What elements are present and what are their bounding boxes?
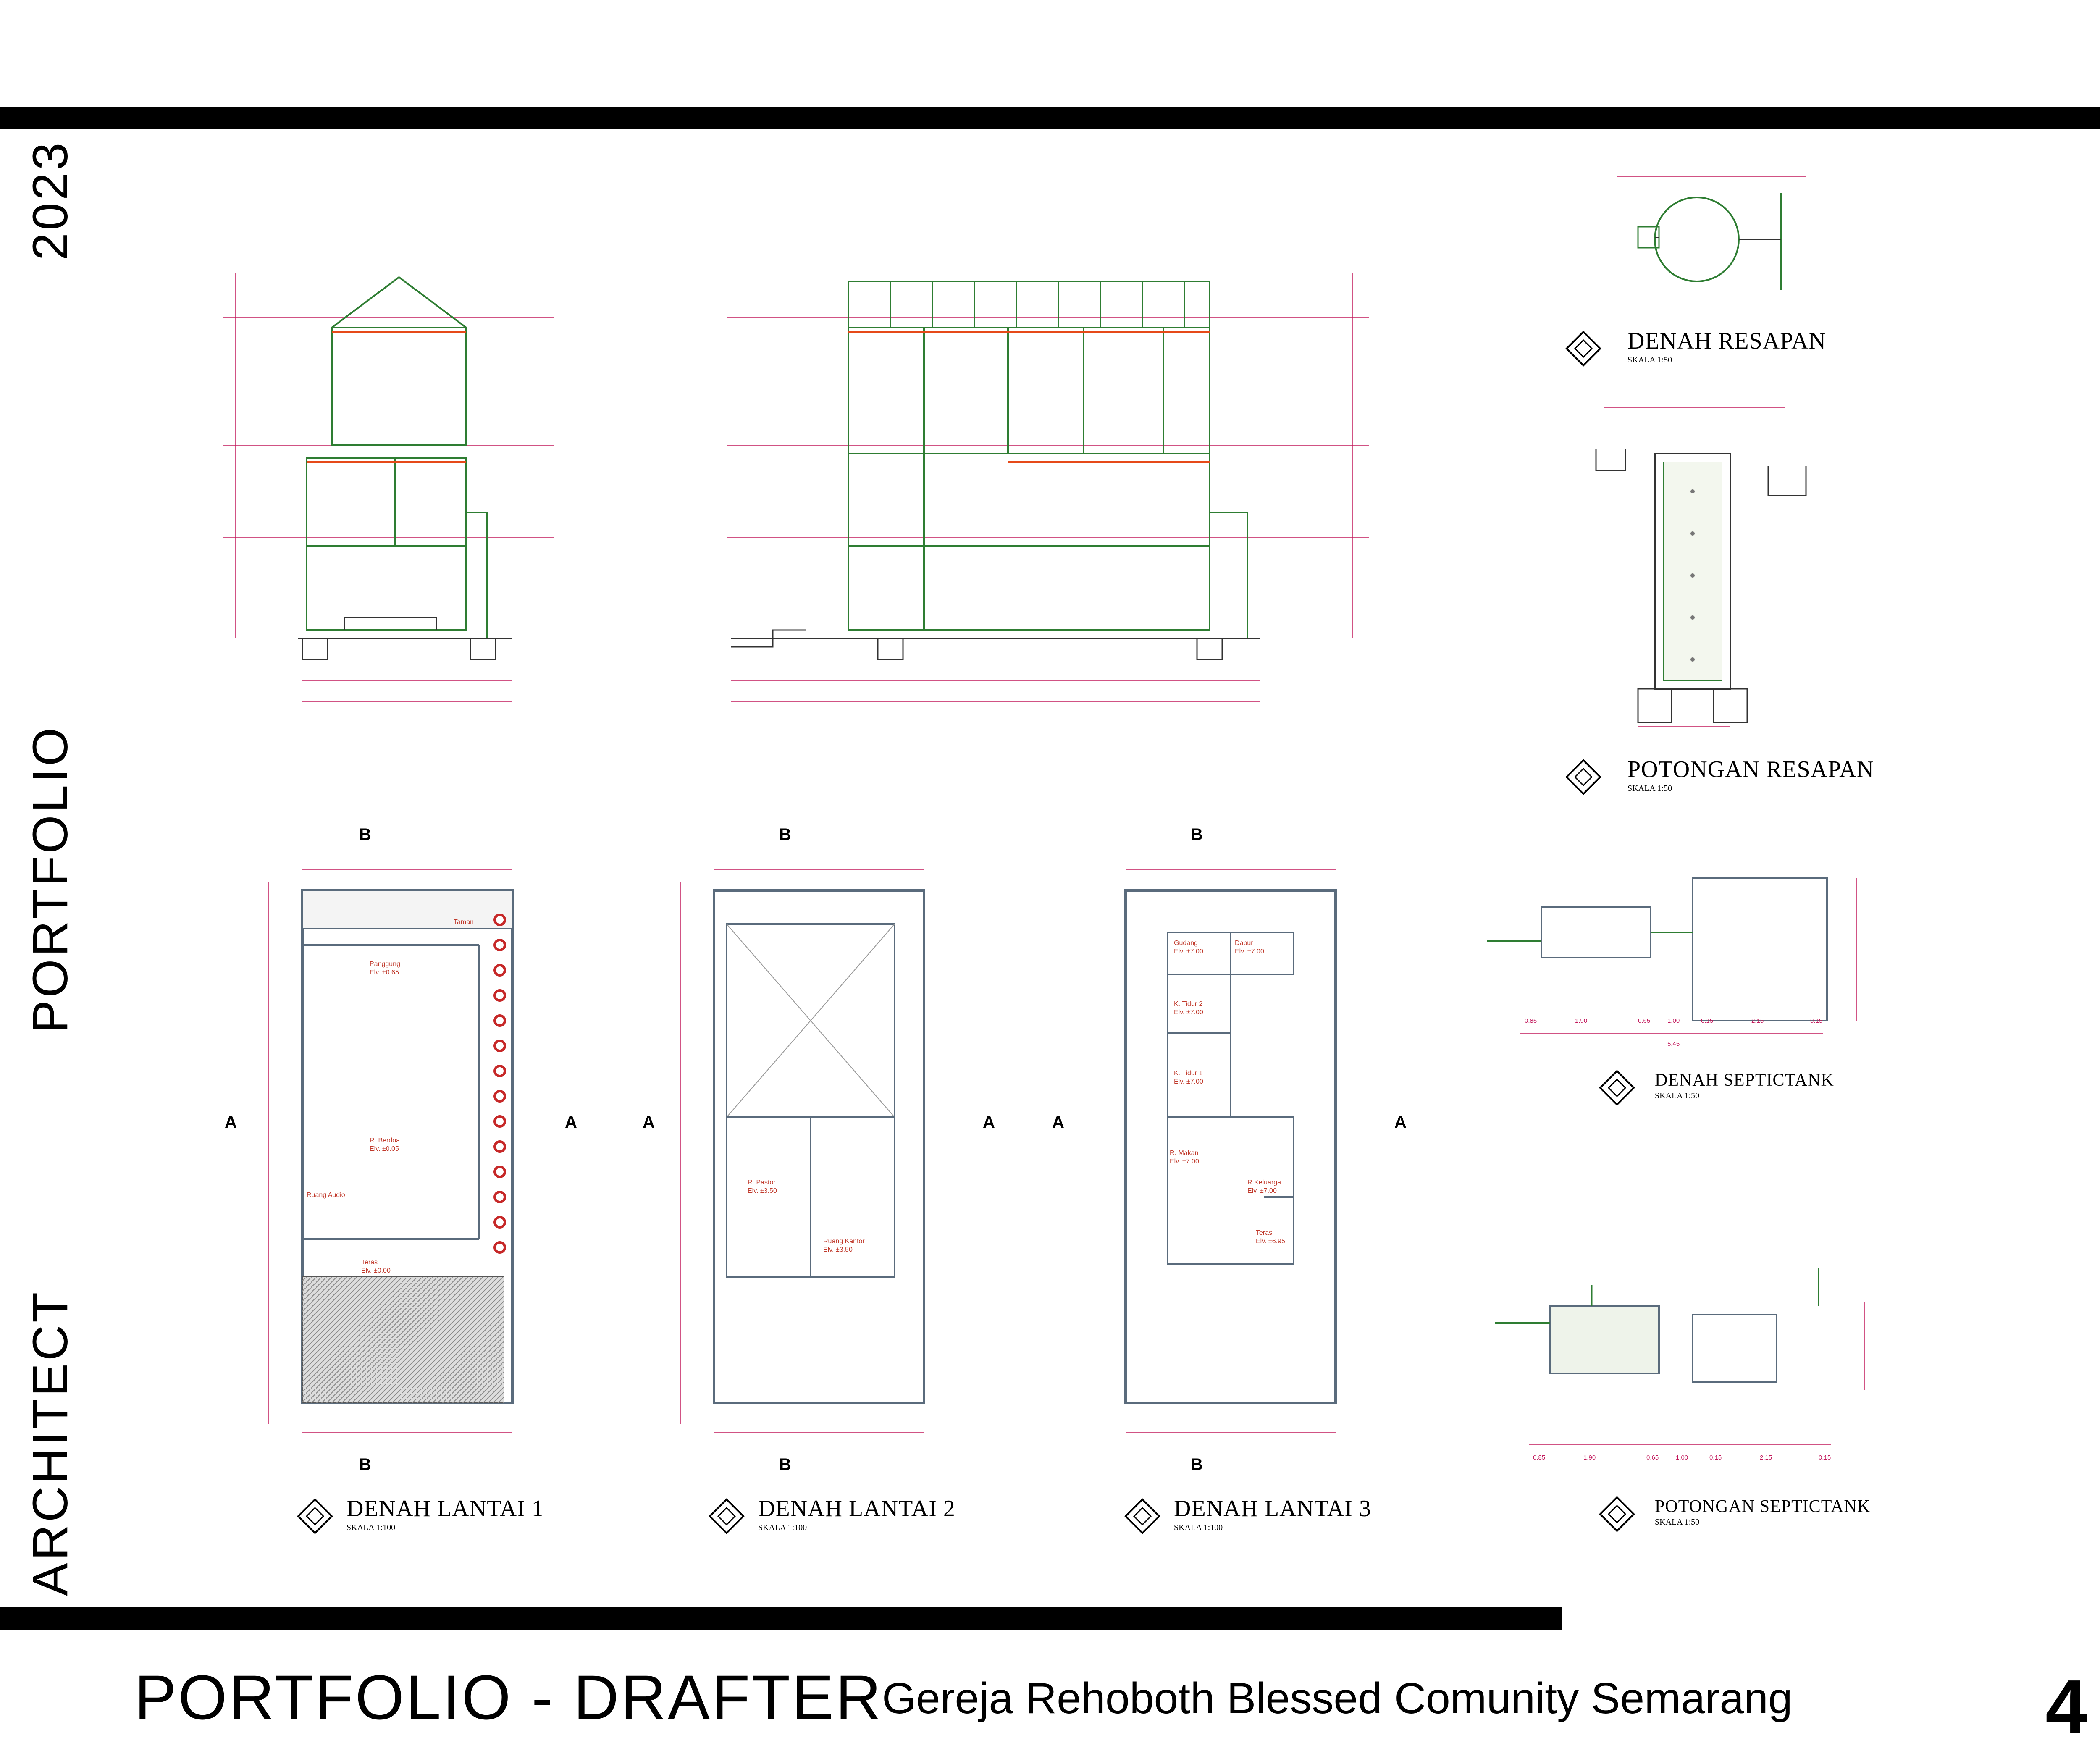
svg-text:Ruang Audio: Ruang Audio <box>307 1192 345 1199</box>
svg-text:0.85: 0.85 <box>1533 1454 1546 1461</box>
svg-text:Elv. ±0.65: Elv. ±0.65 <box>370 969 399 976</box>
denah-resapan-scale: SKALA 1:50 <box>1628 355 1672 365</box>
marker-b-bottom-3: B <box>1191 1455 1203 1474</box>
section-marker-icon <box>1562 328 1609 374</box>
svg-text:1.00: 1.00 <box>1676 1454 1688 1461</box>
svg-text:0.15: 0.15 <box>1819 1454 1831 1461</box>
svg-text:R.Keluarga: R.Keluarga <box>1247 1179 1281 1186</box>
section-marker-icon <box>1121 1495 1168 1541</box>
denah-septictank-scale: SKALA 1:50 <box>1655 1091 1700 1100</box>
svg-text:K. Tidur 1: K. Tidur 1 <box>1174 1070 1203 1077</box>
svg-text:0.15: 0.15 <box>1709 1454 1722 1461</box>
svg-text:R. Makan: R. Makan <box>1170 1150 1199 1157</box>
potongan-resapan-label: POTONGAN RESAPAN <box>1628 756 1874 782</box>
denah-resapan-drawing <box>1554 164 1848 315</box>
svg-text:5.45: 5.45 <box>1667 1040 1680 1047</box>
svg-text:Elv. ±0.00: Elv. ±0.00 <box>361 1267 391 1274</box>
sidebar-portfolio: PORTFOLIO <box>23 725 78 1033</box>
svg-text:Elv. ±6.95: Elv. ±6.95 <box>1256 1238 1285 1245</box>
svg-text:Teras: Teras <box>361 1259 378 1266</box>
svg-text:0.65: 0.65 <box>1646 1454 1659 1461</box>
denah-septictank-label: DENAH SEPTICTANK <box>1655 1071 1834 1090</box>
potongan-septictank-drawing <box>1495 1239 1915 1474</box>
svg-text:Teras: Teras <box>1256 1229 1273 1236</box>
page-number: 4 <box>2045 1664 2088 1749</box>
svg-text:R. Pastor: R. Pastor <box>748 1179 776 1186</box>
svg-text:Ruang Kantor: Ruang Kantor <box>823 1238 865 1245</box>
marker-b-bottom-2: B <box>779 1455 791 1474</box>
svg-text:Elv. ±7.00: Elv. ±7.00 <box>1247 1187 1277 1194</box>
svg-text:K. Tidur 2: K. Tidur 2 <box>1174 1000 1203 1008</box>
svg-text:1.00: 1.00 <box>1667 1017 1680 1024</box>
svg-text:Panggung: Panggung <box>370 961 400 968</box>
svg-text:Elv. ±0.05: Elv. ±0.05 <box>370 1145 399 1152</box>
section-marker-icon <box>294 1495 340 1541</box>
lantai-1-label: DENAH LANTAI 1 <box>346 1496 544 1522</box>
sidebar-year: 2023 <box>23 140 78 260</box>
potongan-septictank-label: POTONGAN SEPTICTANK <box>1655 1497 1871 1516</box>
bottom-bar <box>0 1606 1562 1630</box>
svg-text:0.85: 0.85 <box>1525 1017 1537 1024</box>
section-marker-icon <box>706 1495 752 1541</box>
section-marker-icon <box>1596 1493 1642 1539</box>
svg-text:Elv. ±7.00: Elv. ±7.00 <box>1170 1158 1199 1165</box>
lantai-1-scale: SKALA 1:100 <box>346 1523 396 1532</box>
denah-septictank-drawing <box>1487 869 1907 1063</box>
section-b-drawing <box>722 260 1378 756</box>
section-marker-icon <box>1562 756 1609 802</box>
svg-text:0.15: 0.15 <box>1810 1017 1823 1024</box>
marker-a-right-3: A <box>1394 1113 1407 1131</box>
svg-text:Elv. ±7.00: Elv. ±7.00 <box>1174 1009 1203 1016</box>
marker-b-top-3: B <box>1191 825 1203 844</box>
svg-text:Elv. ±3.50: Elv. ±3.50 <box>823 1246 853 1253</box>
lantai-2-label: DENAH LANTAI 2 <box>758 1496 956 1522</box>
marker-a-right-2: A <box>983 1113 995 1131</box>
denah-resapan-label: DENAH RESAPAN <box>1628 328 1827 354</box>
marker-a-left-2: A <box>643 1113 655 1131</box>
footer-title: PORTFOLIO - DRAFTER <box>134 1662 883 1732</box>
marker-b-top-2: B <box>779 825 791 844</box>
svg-text:R. Berdoa: R. Berdoa <box>370 1137 400 1144</box>
svg-text:Elv. ±7.00: Elv. ±7.00 <box>1235 948 1264 955</box>
potongan-resapan-scale: SKALA 1:50 <box>1628 784 1672 793</box>
section-a-drawing <box>218 260 563 756</box>
lantai-2-scale: SKALA 1:100 <box>758 1523 807 1532</box>
svg-text:Taman: Taman <box>454 919 474 926</box>
svg-text:1.90: 1.90 <box>1575 1017 1588 1024</box>
lantai-3-label: DENAH LANTAI 3 <box>1174 1496 1371 1522</box>
svg-text:2.15: 2.15 <box>1760 1454 1772 1461</box>
potongan-resapan-drawing <box>1562 399 1856 743</box>
svg-text:0.15: 0.15 <box>1701 1017 1714 1024</box>
marker-a-right-1: A <box>565 1113 577 1131</box>
floor-plan-1-drawing <box>210 819 588 1491</box>
footer-project: Gereja Rehoboth Blessed Comunity Semarang <box>882 1674 1793 1723</box>
floor-plan-3-drawing <box>1033 819 1411 1491</box>
marker-b-top-1: B <box>359 825 371 844</box>
svg-text:2.15: 2.15 <box>1751 1017 1764 1024</box>
floor-plan-2-drawing <box>622 819 1000 1491</box>
marker-b-bottom-1: B <box>359 1455 371 1474</box>
marker-a-left-1: A <box>225 1113 237 1131</box>
top-bar <box>0 107 2100 129</box>
svg-text:Elv. ±7.00: Elv. ±7.00 <box>1174 948 1203 955</box>
sidebar-architect: ARCHITECT <box>23 1289 78 1596</box>
svg-text:Elv. ±3.50: Elv. ±3.50 <box>748 1187 777 1194</box>
svg-text:Elv. ±7.00: Elv. ±7.00 <box>1174 1078 1203 1085</box>
potongan-septictank-scale: SKALA 1:50 <box>1655 1517 1700 1527</box>
marker-a-left-3: A <box>1052 1113 1064 1131</box>
svg-text:1.90: 1.90 <box>1583 1454 1596 1461</box>
lantai-3-scale: SKALA 1:100 <box>1174 1523 1223 1532</box>
svg-text:Gudang: Gudang <box>1174 940 1198 947</box>
svg-text:0.65: 0.65 <box>1638 1017 1651 1024</box>
section-marker-icon <box>1596 1067 1642 1113</box>
svg-text:Dapur: Dapur <box>1235 940 1253 947</box>
